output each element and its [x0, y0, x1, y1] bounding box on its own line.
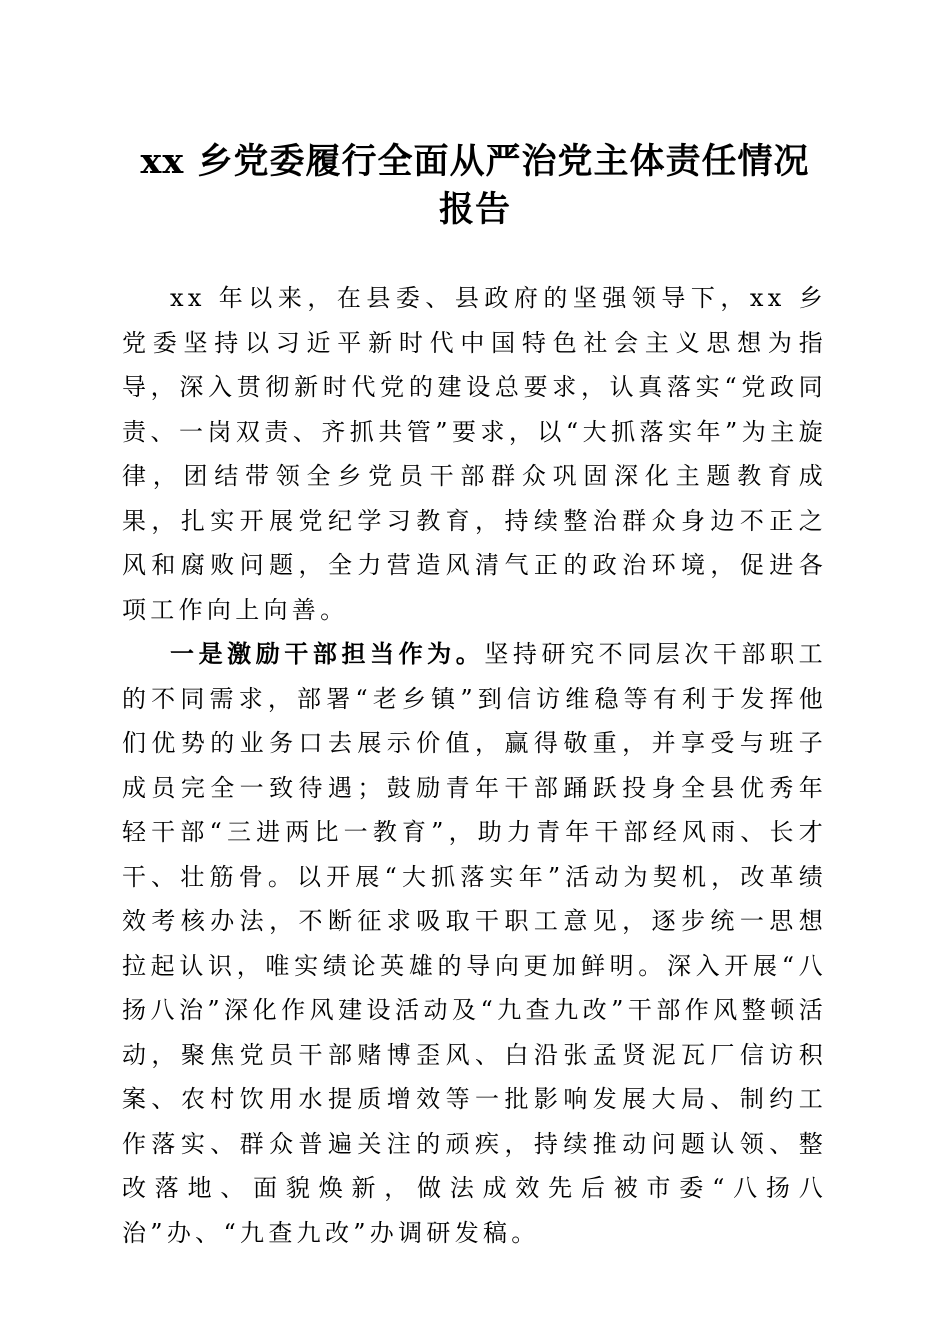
paragraph-point-one	[122, 632, 827, 1255]
paragraph-text: 坚持研究不同层次干部职工的不同需求，部署“老乡镇”到信访维稳等有利于发挥他们优势的业务口去展示价值，赢得敬重，并享受与班子成员完全一致待遇；鼓励青年干部踊跃投身全县优秀年轻干部“三进两比一教育”，助力青年干部经风雨、长才干、壮筋骨。以开展“大抓落实年”活动为契机，改革绩效考核办法，不断征求吸取干职工意见，逐步统一思想拉起认识，唯实绩论英雄的导向更加鲜明。深入开展“八扬八治”深化作风建设活动及“九查九改”干部作风整顿活动，聚焦党员干部赌博歪风、白沿张孟贤泥瓦厂信访积案、农村饮用水提质增效等一批影响发展大局、制约工作落实、群众普遍关注的顽疾，持续推动问题认领、整改落地、面貌焕新，做法成效先后被市委“八扬八治”办、“九查九改”办调研发稿。	[122, 640, 827, 1247]
paragraph-intro	[122, 276, 827, 632]
document-title: xx 乡党委履行全面从严治党主体责任情况报告	[140, 141, 810, 230]
paragraph-lead: 一是激励干部担当作为。	[170, 639, 485, 668]
document-body	[122, 276, 827, 1255]
paragraph-text: xx 年以来，在县委、县政府的坚强领导下，xx 乡党委坚持以习近平新时代中国特色社会主义思想为指导，深入贯彻新时代党的建设总要求，认真落实“党政同责、一岗双责、齐抓共管”要求，以“大抓落实年”为主旋律，团结带领全乡党员干部群众巩固深化主题教育成果，扎实开展党纪学习教育，持续整治群众身边不正之风和腐败问题，全力营造风清气正的政治环境，促进各项工作向上向善。	[122, 284, 827, 624]
